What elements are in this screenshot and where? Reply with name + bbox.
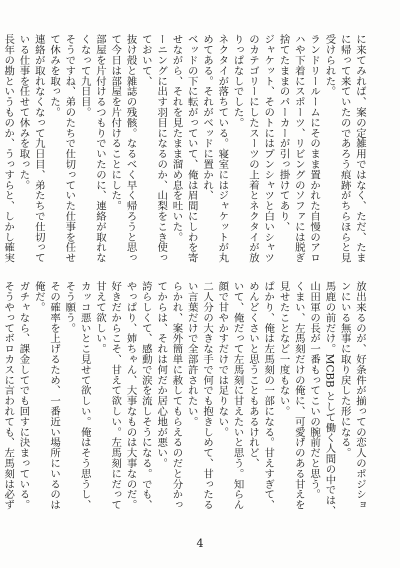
paragraph: 二人分の大きな手で何でも抱きしめて、甘ったるい言葉だけで全部許されたい。 (185, 281, 214, 510)
top-text-block (2, 34, 367, 264)
paragraph: に来てみれば、案の定雑用ではなく、ただ、たまに帰って来ていたのであろう痕跡がちらほらと見受けられた。 (323, 34, 366, 263)
page-number: 4 (196, 537, 204, 550)
paragraph: 長年の勘というものか、うっすらと、しかし確実 (2, 34, 15, 263)
paragraph: 部屋を片付けるつもりでいたのに、連絡が取れなくなって九日目。 (78, 34, 106, 263)
paragraph: ーニングに出す羽目になるのか、山梨をこき使っておいて、 (139, 34, 168, 263)
paragraph: 放出来るのが、好条件が揃っての恋人のポジションにいる無事に取り戻した形になる。 (338, 281, 366, 510)
paragraph: その確率を上げるため、一番近い場所にいるのは俺だ。 (32, 281, 61, 510)
paragraph: 連絡が取れなくなって九日目、弟たちで仕切っている仕事を任せて休みを取った。 (17, 34, 45, 263)
paragraph: カッコ悪いとこ見せて欲しい。俺はそう思うし、そう願う。 (63, 281, 91, 510)
paragraph: ネクタイが落ちている。寝室にはジャケットが丸めてある。それがべッドに置かれ、 (201, 34, 229, 263)
paragraph: そうですね、弟のたちで仕切っていた仕事を任せて休みを取った。 (48, 34, 76, 263)
paragraph: 誇らしくて、感動で涙を流しそうになる。でも、やっぱり、姉ちゃん、大事なものは大事なのだ。 (124, 281, 152, 510)
paragraph: ベッドの下に転がっていて、俺は眉間にしわを寄せながら、それを見たまま溜め息を吐いた。 (170, 34, 198, 263)
paragraph: いて、俺だって左馬刻に甘えたいと思う。知らん顔で甘やかすだけでは足りない。 (216, 281, 244, 510)
paragraph: ぱかり、俺は左馬刻の一部になる。甘えすぎて、めんどくさいと思うこともあるけれど、 (246, 281, 275, 510)
paragraph: 好きだからこそ、甘えて欲しい。左馬刻にだって甘えて欲しい。 (93, 281, 122, 510)
paragraph: らかれ、案外簡単に赦してもらえるのだと分かってからは、それは何だか居心地が悪い。 (155, 281, 183, 510)
paragraph: ガチャなら、課金してでも回すに決まっている。 (17, 281, 30, 510)
paragraph: ジャケット、そのトにはプンシャツと白いシャツのカテゴリーにしたスーツの上着とネクタイが放りっぱなしでした。 (231, 34, 275, 263)
paragraph: 馬鹿の前だけ。MCBB として働く人間の中では、山田軍の長が一番もってこいの腕前だと思う。 (308, 281, 336, 516)
paragraph: そうやってボロカスに言われても、左馬刻は必ず (2, 281, 15, 510)
paragraph: ランドリールームにそのまま置かれた自慢のアロハや下着にスポーツ、リビングのソファには脱ぎ捨てたままのパーカーが引っ掛けてあり、 (277, 34, 321, 263)
paragraph: くまい、左馬刻だけの俺に、可愛げのある甘えを見せたことなど一度もない。 (277, 281, 305, 510)
bottom-text-block (2, 281, 367, 517)
paragraph: 抜け殻と雑誌の残骸。なるべく早く帰ろうと思って今日は部屋を片付けることにした。 (109, 34, 137, 263)
